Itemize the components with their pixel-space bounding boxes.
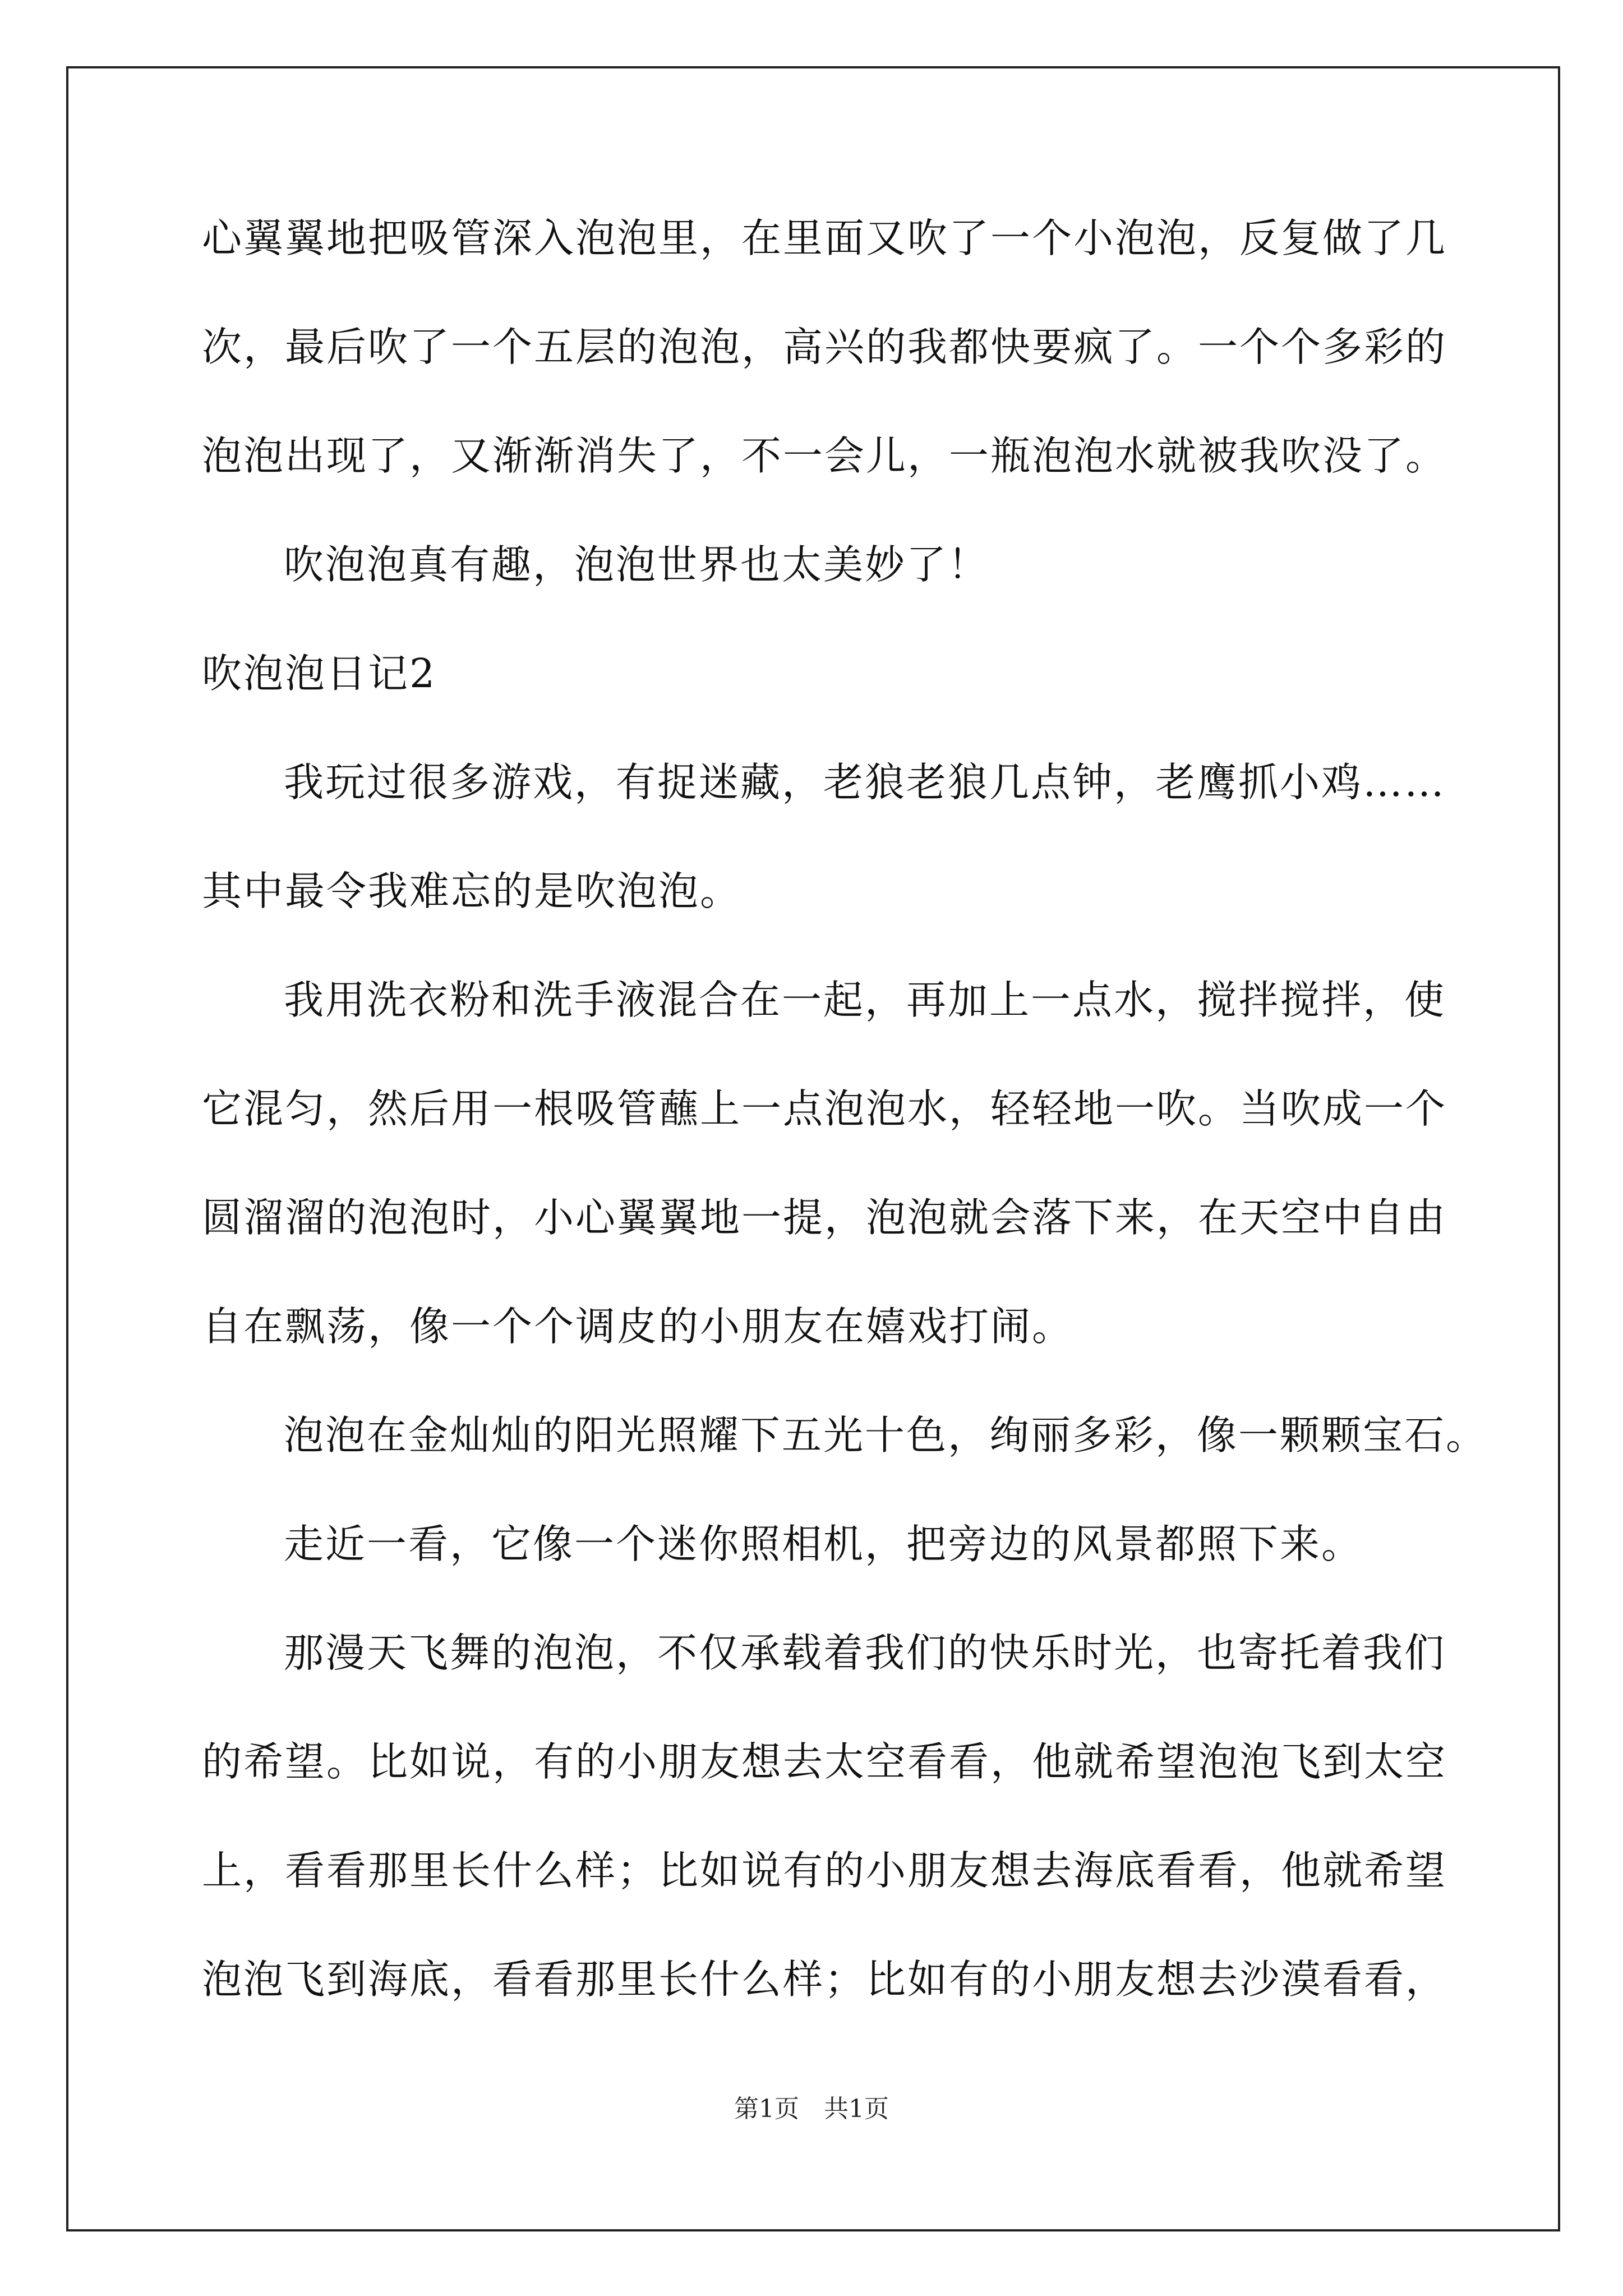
paragraph-line: 它混匀，然后用一根吸管蘸上一点泡泡水，轻轻地一吹。当吹成一个 <box>202 1085 1447 1132</box>
paragraph-line: 我用洗衣粉和洗手液混合在一起，再加上一点水，搅拌搅拌，使 <box>284 977 1446 1023</box>
paragraph-line: 泡泡出现了，又渐渐消失了，不一会儿，一瓶泡泡水就被我吹没了。 <box>202 432 1447 479</box>
page-number-footer: 第1页 共1页 <box>734 2095 889 2123</box>
section-title: 吹泡泡日记2 <box>202 650 437 697</box>
paragraph-line: 自在飘荡，像一个个调皮的小朋友在嬉戏打闹。 <box>202 1303 1074 1350</box>
paragraph-line: 泡泡飞到海底，看看那里长什么样；比如有的小朋友想去沙漠看看， <box>202 1956 1447 2003</box>
paragraph-line: 那漫天飞舞的泡泡，不仅承载着我们的快乐时光，也寄托着我们 <box>284 1630 1446 1676</box>
paragraph-line: 圆溜溜的泡泡时，小心翼翼地一提，泡泡就会落下来，在天空中自由 <box>202 1194 1447 1241</box>
page-border <box>66 66 1560 2231</box>
paragraph-line: 吹泡泡真有趣，泡泡世界也太美妙了！ <box>284 541 990 588</box>
paragraph-line: 次，最后吹了一个五层的泡泡，高兴的我都快要疯了。一个个多彩的 <box>202 324 1447 370</box>
paragraph-line: 泡泡在金灿灿的阳光照耀下五光十色，绚丽多彩，像一颗颗宝石。 <box>284 1412 1488 1458</box>
paragraph-line: 走近一看，它像一个迷你照相机，把旁边的风景都照下来。 <box>284 1521 1363 1567</box>
paragraph-line: 上，看看那里长什么样；比如说有的小朋友想去海底看看，他就希望 <box>202 1847 1447 1894</box>
paragraph-line: 心翼翼地把吸管深入泡泡里，在里面又吹了一个小泡泡，反复做了几 <box>202 215 1447 261</box>
paragraph-line: 其中最令我难忘的是吹泡泡。 <box>202 868 742 914</box>
paragraph-line: 的希望。比如说，有的小朋友想去太空看看，他就希望泡泡飞到太空 <box>202 1738 1447 1785</box>
paragraph-line: 我玩过很多游戏，有捉迷藏，老狼老狼几点钟，老鹰抓小鸡…… <box>284 759 1446 806</box>
